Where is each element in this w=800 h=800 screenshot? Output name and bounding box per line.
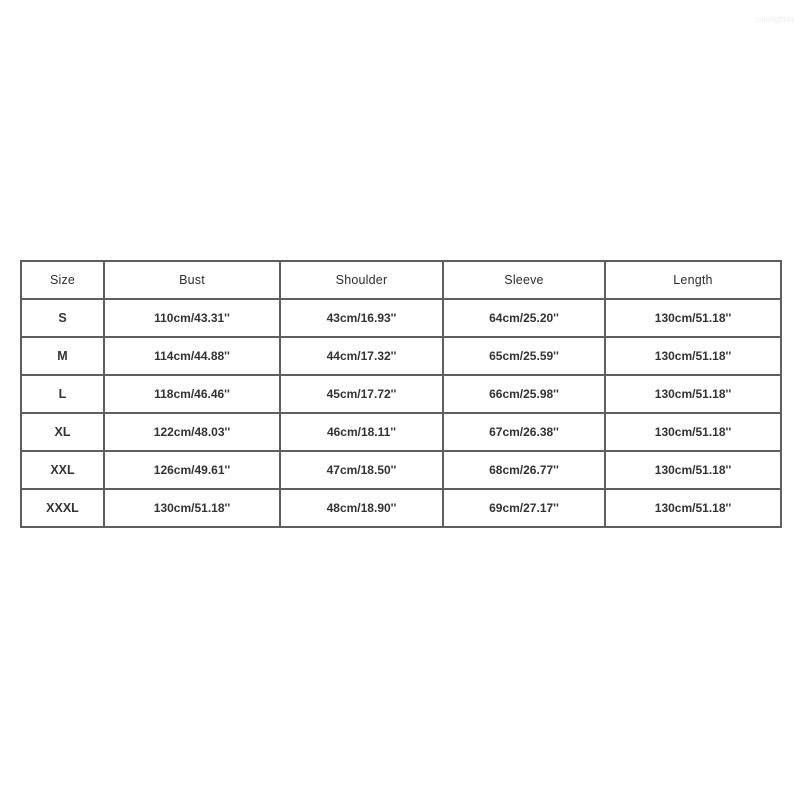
header-length: Length: [605, 261, 781, 299]
size-label: XXL: [21, 451, 104, 489]
bust-value: 122cm/48.03'': [104, 413, 280, 451]
shoulder-value: 48cm/18.90'': [280, 489, 443, 527]
sleeve-value: 64cm/25.20'': [443, 299, 605, 337]
bust-value: 126cm/49.61'': [104, 451, 280, 489]
shoulder-value: 47cm/18.50'': [280, 451, 443, 489]
size-label: S: [21, 299, 104, 337]
length-value: 130cm/51.18'': [605, 489, 781, 527]
length-value: 130cm/51.18'': [605, 451, 781, 489]
size-label: XXXL: [21, 489, 104, 527]
table-row: [21, 299, 781, 337]
table-row: [21, 337, 781, 375]
bust-value: 114cm/44.88'': [104, 337, 280, 375]
table-row: [21, 375, 781, 413]
size-label: XL: [21, 413, 104, 451]
header-size: Size: [21, 261, 104, 299]
bust-value: 110cm/43.31'': [104, 299, 280, 337]
shoulder-value: 46cm/18.11'': [280, 413, 443, 451]
header-bust: Bust: [104, 261, 280, 299]
length-value: 130cm/51.18'': [605, 337, 781, 375]
length-value: 130cm/51.18'': [605, 375, 781, 413]
sleeve-value: 65cm/25.59'': [443, 337, 605, 375]
header-sleeve: Sleeve: [443, 261, 605, 299]
bust-value: 118cm/46.46'': [104, 375, 280, 413]
length-value: 130cm/51.18'': [605, 413, 781, 451]
table-row: [21, 489, 781, 527]
watermark-text: cnlongbida: [755, 15, 794, 24]
table-header-row: [21, 261, 781, 299]
header-shoulder: Shoulder: [280, 261, 443, 299]
size-chart-table: [20, 260, 782, 528]
size-label: M: [21, 337, 104, 375]
table-row: [21, 451, 781, 489]
shoulder-value: 44cm/17.32'': [280, 337, 443, 375]
sleeve-value: 67cm/26.38'': [443, 413, 605, 451]
sleeve-value: 69cm/27.17'': [443, 489, 605, 527]
shoulder-value: 43cm/16.93'': [280, 299, 443, 337]
sleeve-value: 68cm/26.77'': [443, 451, 605, 489]
sleeve-value: 66cm/25.98'': [443, 375, 605, 413]
shoulder-value: 45cm/17.72'': [280, 375, 443, 413]
length-value: 130cm/51.18'': [605, 299, 781, 337]
bust-value: 130cm/51.18'': [104, 489, 280, 527]
size-label: L: [21, 375, 104, 413]
table-row: [21, 413, 781, 451]
